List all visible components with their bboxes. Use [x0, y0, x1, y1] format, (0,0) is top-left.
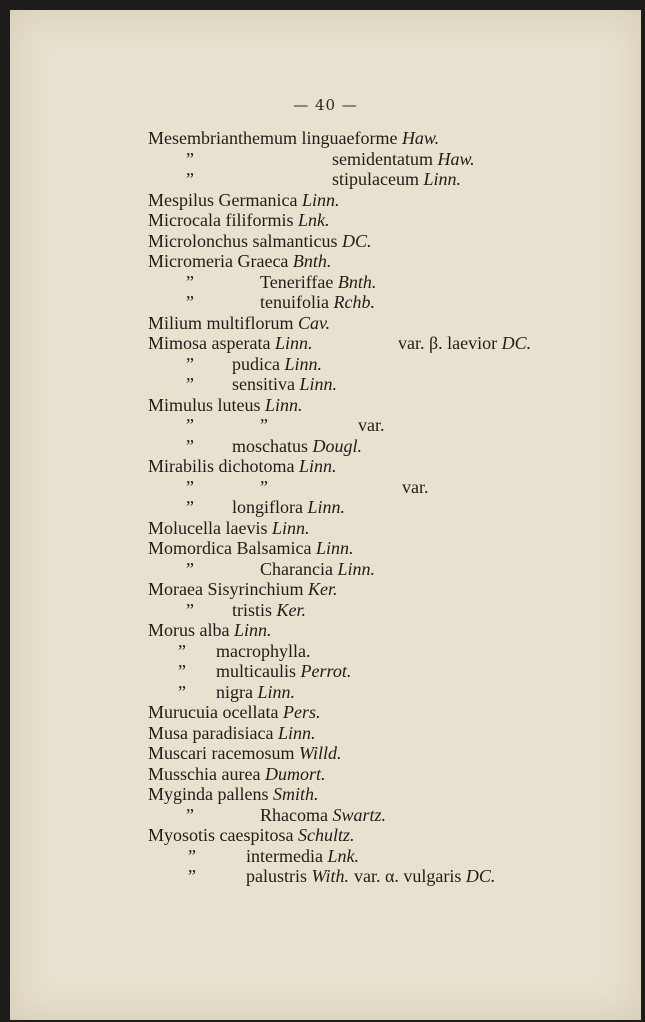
- ditto-mark: ”: [186, 804, 194, 825]
- list-item: [10, 825, 641, 845]
- entry-text: [148, 190, 339, 210]
- species: caespitosa: [219, 825, 294, 845]
- species: pallens: [217, 784, 269, 804]
- list-item: [10, 149, 641, 169]
- entry-text: [332, 169, 461, 189]
- entry-text: [232, 600, 306, 620]
- list-item: [10, 723, 641, 743]
- genus: Momordica: [148, 538, 232, 558]
- entry-text: [148, 128, 439, 148]
- entry-text: [260, 559, 375, 579]
- list-item: [10, 169, 641, 189]
- ditto-mark: ”: [186, 374, 194, 394]
- genus: Mesembrianthemum: [148, 128, 297, 148]
- entry-text: [246, 846, 359, 866]
- list-item: [10, 620, 641, 640]
- species: ”: [260, 415, 268, 435]
- list-item: [10, 682, 641, 702]
- ditto-mark: ”: [186, 415, 194, 435]
- entry-text: [260, 272, 376, 292]
- author: Bnth.: [337, 271, 377, 292]
- genus: Murucuia: [148, 702, 218, 722]
- species: tristis: [232, 599, 273, 620]
- author: Linn.: [284, 353, 322, 374]
- entry-text: [232, 436, 362, 456]
- author: Ker.: [307, 579, 338, 599]
- genus: Myosotis: [148, 825, 216, 845]
- genus: Mirabilis: [148, 456, 214, 476]
- list-item: [10, 661, 641, 681]
- author: Bnth.: [292, 251, 332, 271]
- entry-text: [260, 292, 375, 312]
- species: dichotoma: [218, 456, 295, 476]
- entry-text: [260, 415, 268, 435]
- list-item: [10, 374, 641, 394]
- author: Dougl.: [312, 435, 362, 456]
- author: DC.: [341, 230, 372, 251]
- author: Rchb.: [333, 292, 375, 312]
- species: tenuifolia: [260, 292, 329, 312]
- author: Linn.: [423, 169, 461, 189]
- variety-note: [358, 415, 385, 435]
- author: Linn.: [271, 517, 310, 538]
- entry-text: [232, 354, 322, 374]
- list-item: [10, 702, 641, 722]
- species: paradisiaca: [192, 722, 274, 743]
- author: Linn.: [298, 456, 337, 476]
- species: pudica: [232, 353, 280, 374]
- list-item: [10, 538, 641, 558]
- genus: Molucella: [148, 517, 221, 538]
- variety-text: var.: [402, 476, 429, 497]
- author: Pers.: [282, 702, 321, 722]
- genus: Musschia: [148, 763, 217, 784]
- ditto-mark: ”: [186, 169, 194, 189]
- entry-text: [148, 395, 303, 415]
- species: ocellata: [222, 702, 279, 722]
- ditto-mark: ”: [186, 353, 194, 374]
- species: linguaeforme: [301, 128, 398, 148]
- genus: Myginda: [148, 784, 213, 804]
- list-item: [10, 518, 641, 538]
- genus: Morus: [148, 620, 196, 640]
- list-item: [10, 272, 641, 292]
- author: Haw.: [401, 128, 440, 148]
- entry-text: [216, 641, 310, 661]
- author: Linn.: [315, 538, 354, 558]
- list-item: [10, 395, 641, 415]
- list-item: [10, 497, 641, 517]
- author: Perrot.: [300, 661, 352, 681]
- list-item: [10, 354, 641, 374]
- species: ”: [260, 476, 268, 497]
- author: Cav.: [298, 312, 331, 333]
- ditto-mark: ”: [178, 640, 186, 661]
- author: Lnk.: [297, 210, 330, 230]
- entry-text: [148, 825, 355, 845]
- species: Balsamica: [236, 538, 312, 558]
- book-page: [10, 10, 641, 1020]
- entry-text: [148, 620, 272, 640]
- entry-text: [148, 251, 331, 271]
- author: Linn.: [265, 394, 303, 415]
- genus: Microlonchus: [148, 230, 248, 251]
- variety-text: var. α. vulgaris: [354, 866, 462, 886]
- entry-text: [216, 661, 351, 681]
- species: Rhacoma: [260, 804, 328, 825]
- species: palustris: [246, 866, 307, 886]
- ditto-mark: ”: [186, 558, 194, 579]
- author: Linn.: [234, 620, 272, 640]
- genus: Microcala: [148, 210, 221, 230]
- author: Linn.: [277, 722, 316, 743]
- author: Schultz.: [298, 825, 355, 845]
- list-item: [10, 764, 641, 784]
- list-item: [10, 846, 641, 866]
- ditto-mark: ”: [186, 292, 194, 312]
- list-item: [10, 251, 641, 271]
- entry-text: [332, 149, 475, 169]
- entry-text: [232, 374, 337, 394]
- list-item: [10, 415, 641, 435]
- author: Willd.: [298, 743, 342, 763]
- species: aurea: [221, 763, 261, 784]
- author: Lnk.: [327, 845, 359, 866]
- species: Sisyrinchium: [207, 579, 304, 599]
- author: Ker.: [276, 599, 307, 620]
- list-item: [10, 333, 641, 353]
- author: Linn.: [274, 333, 313, 353]
- author: Haw.: [437, 148, 475, 169]
- variety-author: DC.: [501, 333, 532, 353]
- ditto-mark: ”: [186, 476, 194, 497]
- list-item: [10, 641, 641, 661]
- ditto-mark: ”: [186, 599, 194, 620]
- entry-text: [148, 723, 315, 743]
- entry-text: [148, 231, 371, 251]
- species: filiformis: [225, 210, 294, 230]
- list-item: [10, 456, 641, 476]
- page-number: — 40 —: [293, 96, 358, 114]
- ditto-mark: ”: [188, 866, 196, 886]
- variety-note: [398, 333, 531, 353]
- list-item: [10, 784, 641, 804]
- species: salmanticus: [252, 230, 338, 251]
- list-item: [10, 190, 641, 210]
- list-item: [10, 600, 641, 620]
- list-item: [10, 579, 641, 599]
- entry-text: [148, 743, 341, 763]
- species: asperata: [211, 333, 271, 353]
- entry-text: [148, 764, 325, 784]
- entry-text: [260, 477, 268, 497]
- species: semidentatum: [332, 148, 433, 169]
- author: Smith.: [273, 784, 319, 804]
- author: Linn.: [299, 374, 338, 394]
- species: macrophylla.: [216, 640, 311, 661]
- list-item: [10, 743, 641, 763]
- entry-text: [216, 682, 295, 702]
- ditto-mark: ”: [188, 845, 196, 866]
- entry-text: [148, 333, 313, 353]
- list-item: [10, 477, 641, 497]
- entry-text: [148, 538, 353, 558]
- ditto-mark: ”: [178, 681, 186, 702]
- author: Linn.: [257, 681, 295, 702]
- author: With.: [311, 866, 350, 886]
- entry-text: [148, 210, 329, 230]
- list-item: [10, 128, 641, 148]
- variety-text: var.: [358, 415, 385, 435]
- author: Linn.: [307, 497, 345, 517]
- species: longiflora: [232, 497, 303, 517]
- entry-text: [148, 702, 320, 722]
- species: laevis: [225, 517, 268, 538]
- list-item: [10, 436, 641, 456]
- ditto-mark: ”: [186, 497, 194, 517]
- list-item: [10, 805, 641, 825]
- entry-text: [246, 866, 349, 886]
- species: Graeca: [237, 251, 289, 271]
- author: Swartz.: [332, 804, 387, 825]
- list-item: [10, 292, 641, 312]
- genus: Musa: [148, 722, 188, 743]
- author: Dumort.: [264, 763, 326, 784]
- ditto-mark: ”: [178, 661, 186, 681]
- entry-text: [148, 784, 319, 804]
- species: stipulaceum: [332, 169, 419, 189]
- variety-text: var. β. laevior: [398, 333, 498, 353]
- genus: Mimosa: [148, 333, 208, 353]
- entry-text: [148, 579, 338, 599]
- species: Teneriffae: [260, 271, 334, 292]
- species: racemosum: [211, 743, 295, 763]
- list-item: [10, 313, 641, 333]
- species: alba: [199, 620, 230, 640]
- list-item: [10, 866, 641, 886]
- species: nigra: [216, 681, 253, 702]
- entry-text: [232, 497, 345, 517]
- ditto-mark: ”: [186, 271, 194, 292]
- species: luteus: [217, 394, 261, 415]
- list-item: [10, 210, 641, 230]
- species: Germanica: [218, 189, 298, 210]
- genus: Micromeria: [148, 251, 233, 271]
- genus: Mespilus: [148, 189, 215, 210]
- species: multicaulis: [216, 661, 296, 681]
- ditto-mark: ”: [186, 148, 194, 169]
- entry-text: [260, 805, 386, 825]
- entry-text: [148, 456, 337, 476]
- variety-note: [402, 477, 429, 497]
- entry-text: [148, 518, 310, 538]
- genus: Muscari: [148, 743, 207, 763]
- genus: Moraea: [148, 579, 203, 599]
- genus: Milium: [148, 312, 203, 333]
- species: sensitiva: [232, 374, 295, 394]
- list-item: [10, 231, 641, 251]
- entry-text: [148, 313, 330, 333]
- species: intermedia: [246, 845, 323, 866]
- author: Linn.: [337, 558, 375, 579]
- author: Linn.: [301, 189, 340, 210]
- species: multiflorum: [206, 312, 294, 333]
- species: Charancia: [260, 558, 333, 579]
- genus: Mimulus: [148, 394, 214, 415]
- ditto-mark: ”: [186, 435, 194, 456]
- variety-author: DC.: [465, 866, 496, 886]
- species: moschatus: [232, 435, 308, 456]
- variety-note: [354, 866, 495, 886]
- list-item: [10, 559, 641, 579]
